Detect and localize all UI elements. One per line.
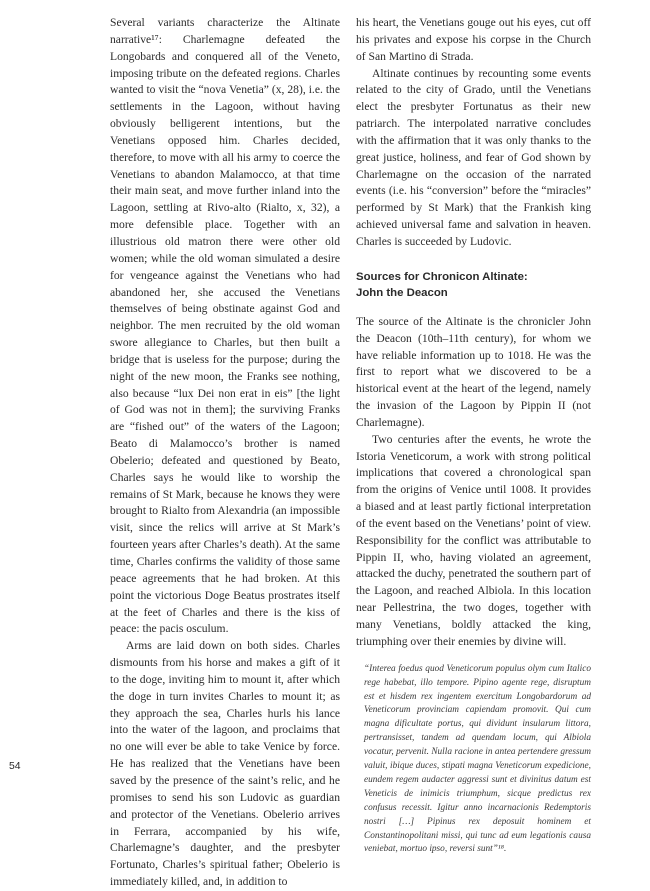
body-paragraph: Arms are laid down on both sides. Charles dismounts from his horse and makes a gift of it to the doge, inviting him to mount it, after which the doge in turn invites Charles to mount it; as they approach the sea, Charles hurls his lance into the water of the lagoon, and proclaims that no one will ever be able to take Venice by force. He has realized that the Venetians have been saved by the presence of the saint’s relic, and he promises to send his son Ludovic as guardian and protector of the Venetians. Obelerio arrives in Ferrara, accompanied by his wife, Charlemagne’s daughter, and the presbyter Fortunato, Charles’s spiritual father; Obelerio is immediately killed, and, in addition to [110,639,340,889]
right-text-column [356,15,591,857]
page-number: 54 [9,761,21,772]
body-paragraph: Several variants characterize the Altinate narrative¹⁷: Charlemagne defeated the Longobards and conquered all of the Veneto, imposing tribute on the defeated regions. Charles wanted to visit the “nova Venetia” (x, 28), i.e. the settlements in the Lagoon, without having obviously belligerent intentions, but the Venetians opposed him. Charles decided, therefore, to move with all his army to coerce the Venetians to abandon Malamocco, at that time their main seat, and move further inland into the Lagoon, settling at Rivo-alto (Rialto, x, 32), a more defensible place. Together with an illustrious old matron there were other old women; while the old woman simulated a desire for vengeance against the Venetians who had abandoned her, she accused the Venetians themselves of being obstinate against God and neighbor. The men recruited by the old woman swore allegiance to Charles, but then built a bridge that is useless for the purpose; during the night of the new moon, the Franks see nothing, also because “lux Dei non erat in eis” [the light of God was not in them]; the surviving Franks are “fished out” of the waters of the Lagoon; Beato di Malamocco’s brother is named Obelerio; defeated and questioned by Beato, Charles says he would like to worship the remains of St Mark, because he knows they were brought to Rialto from Alexandria (an impossible visit, since the relics will arrive at St Mark’s fourteen years after Charles’s death). At the same time, Charles confirms the validity of those same peace agreements that he had broken. At this point the victorious Doge Beatus prostrates itself at the feet of Charles and there is the kiss of peace: the pacis osculum. [110,16,340,636]
section-heading-line: Sources for Chronicon Altinate: [356,270,528,283]
body-paragraph: Altinate continues by recounting some events related to the city of Grado, until the Venetians elect the presbyter Fortunatus as their new patriarch. The interpolated narrative concludes with the affirmation that it was only thanks to the great justice, holiness, and fear of God shown by Charlemagne on the occasion of the narrated events (i.e. his “conversion” before the “miracles” performed by St Mark) that the Frankish king achieved universal fame and salvation in heaven. Charles is succeeded by Ludovic. [356,66,591,248]
latin-block-quote: “Interea foedus quod Veneticorum populus olym cum Italico rege habebat, illo tempore. Pipino agente rege, disruptum est et hisdem rex ingentem exercitum Longobardorum ad Veneticorum provinciam capiendam promovit. Qui cum magna dificultate portus, qui dividunt insularum littora, pertransisset, tandem ad quendam locum, qui Albiola vocatur, pervenit. Nulla racione in antea pertendere gressum valuit, ibique duces, stipati magna Veneticorum expedicione, eundem regem audacter aggressi sunt et divinitus datum est Veneticis de inimicis triumphum, sicque predictus rex confusus recessit. Igitur anno incarnacionis Redemptoris nostri […] Pipinus rex deposuit hominem et Constantinopolitani missi, qui tunc ad eum legationis causa veniebat, mortuo ipso, reversi sunt”¹⁸. [364,663,591,855]
body-paragraph: The source of the Altinate is the chronicler John the Deacon (10th–11th century), for whom we have reliable information up to 1018. He was the first to report what we discovered to be a historical event at the heart of the legend, namely the invasion of the Lagoon by Pippin II (not Charlemagne). [356,314,591,429]
section-heading-line: John the Deacon [356,286,448,299]
body-paragraph: Two centuries after the events, he wrote the Istoria Veneticorum, a work with strong political implications that covered a chronological span from the origins of Venice until 1008. It provides a biased and at least partly fictional interpretation of the event based on the Venetians’ point of view. Responsibility for the conflict was attributable to Pippin II, who, having violated an agreement, attacked the duchy, penetrated the southern part of the Lagoon, and reached Albiola. In this location near Pellestrina, the two doges, together with many Venetians, boldly attacked the king, triumphing over their enemies by divine will. [356,432,591,648]
body-paragraph: his heart, the Venetians gouge out his eyes, cut off his privates and expose his corpse in the Church of San Martino di Strada. [356,16,591,63]
left-text-column [110,15,340,891]
section-heading [356,269,591,301]
